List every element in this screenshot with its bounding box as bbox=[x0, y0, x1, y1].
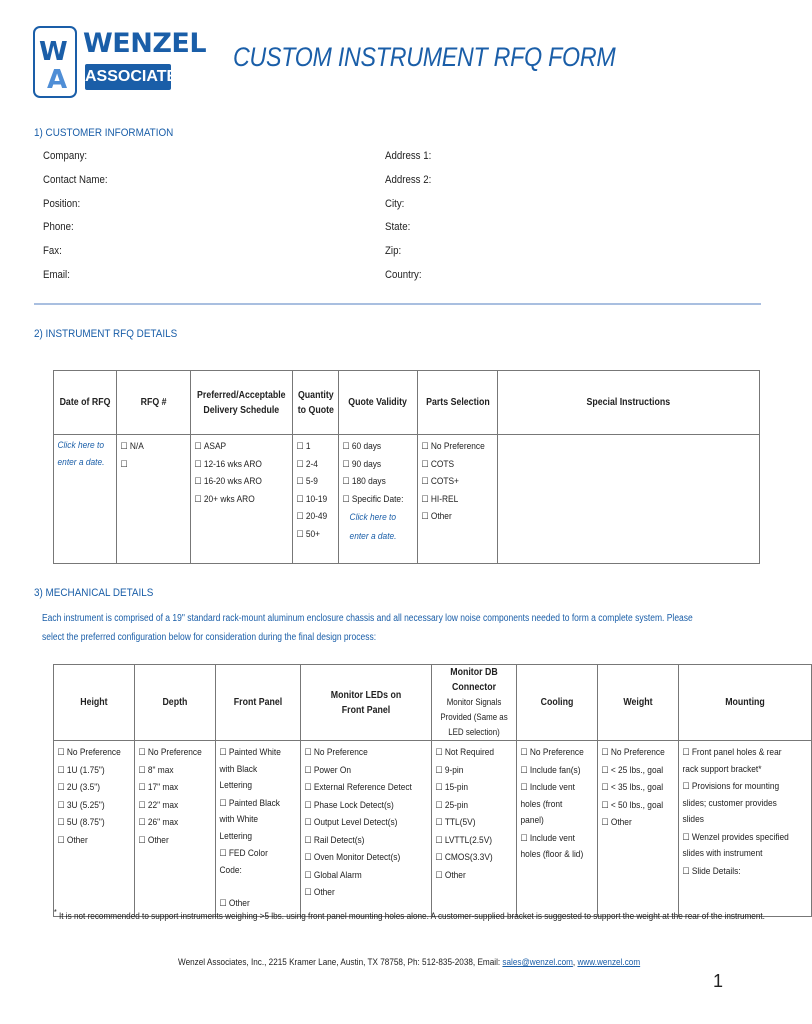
monitor-leds-cell bbox=[300, 741, 431, 917]
col-header-quantity: Quantity to Quote bbox=[292, 371, 339, 435]
page-title: CUSTOM INSTRUMENT RFQ FORM bbox=[233, 42, 616, 72]
customer-field-right-1[interactable]: Address 2: bbox=[385, 174, 432, 186]
col-header-parts: Parts Selection bbox=[417, 371, 498, 435]
height-cell bbox=[54, 741, 135, 917]
customer-field-left-1[interactable]: Contact Name: bbox=[43, 174, 108, 186]
mounting-checkbox[interactable]: ☐ Front panel holes & rear rack support bracket* bbox=[682, 744, 791, 778]
validity-date-picker-field[interactable]: Click here to enter a date. bbox=[349, 512, 397, 542]
special-instructions-field[interactable] bbox=[498, 435, 760, 564]
mounting-checkbox[interactable]: ☐ Provisions for mounting slides; customer provides slides bbox=[682, 778, 791, 829]
col-header-monitor-db: Monitor DB Connector Monitor Signals Provided (Same as LED selection) bbox=[431, 665, 516, 741]
footer-email-link[interactable]: sales@wenzel.com bbox=[502, 957, 573, 968]
col-header-rfq-number: RFQ # bbox=[117, 371, 191, 435]
front-panel-checkbox[interactable]: ☐ Painted White with Black Lettering bbox=[219, 744, 286, 795]
monitor-db-checkbox[interactable]: ☐ 15-pin bbox=[435, 779, 502, 797]
parts-checkbox[interactable]: ☐ COTS bbox=[421, 456, 484, 474]
parts-checkbox[interactable]: ☐ HI-REL bbox=[421, 491, 484, 509]
date-picker-field[interactable]: Click here to enter a date. bbox=[57, 440, 105, 468]
depth-checkbox[interactable]: ☐ 26" max bbox=[138, 814, 201, 832]
logo-subword: ASSOCIATES bbox=[85, 64, 171, 90]
monitor-db-checkbox[interactable]: ☐ Other bbox=[435, 867, 502, 885]
monitor-db-checkbox[interactable]: ☐ CMOS(3.3V) bbox=[435, 849, 502, 867]
parts-checkbox[interactable]: ☐ COTS+ bbox=[421, 473, 484, 491]
cooling-checkbox[interactable]: ☐ No Preference bbox=[520, 744, 583, 762]
monitor-led-checkbox[interactable]: ☐ Phase Lock Detect(s) bbox=[304, 797, 411, 815]
col-header-monitor-leds: Monitor LEDs on Front Panel bbox=[300, 665, 431, 741]
depth-checkbox[interactable]: ☐ No Preference bbox=[138, 744, 201, 762]
footnote-marker: * bbox=[54, 908, 57, 917]
date-cell bbox=[54, 435, 117, 564]
monitor-db-checkbox[interactable]: ☐ LVTTL(2.5V) bbox=[435, 832, 502, 850]
customer-field-left-3[interactable]: Phone: bbox=[43, 221, 74, 233]
monitor-led-checkbox[interactable]: ☐ Global Alarm bbox=[304, 867, 411, 885]
col-header-cooling: Cooling bbox=[516, 665, 597, 741]
height-checkbox[interactable]: ☐ No Preference bbox=[58, 744, 121, 762]
weight-checkbox[interactable]: ☐ < 35 lbs., goal bbox=[601, 779, 664, 797]
height-checkbox[interactable]: ☐ 2U (3.5") bbox=[58, 779, 121, 797]
monitor-led-checkbox[interactable]: ☐ Oven Monitor Detect(s) bbox=[304, 849, 411, 867]
customer-field-left-0[interactable]: Company: bbox=[43, 150, 88, 162]
mounting-cell bbox=[678, 741, 811, 917]
logo-wordmark: WENZEL bbox=[83, 28, 207, 59]
monitor-led-checkbox[interactable]: ☐ Rail Detect(s) bbox=[304, 832, 411, 850]
delivery-checkbox[interactable]: ☐ 12-16 wks ARO bbox=[195, 456, 276, 474]
col-header-front-panel: Front Panel bbox=[215, 665, 300, 741]
customer-field-left-5[interactable]: Email: bbox=[43, 269, 70, 281]
cooling-checkbox[interactable]: ☐ Include fan(s) bbox=[520, 762, 583, 780]
parts-cell bbox=[417, 435, 498, 564]
section-customer-info-heading: 1) CUSTOMER INFORMATION bbox=[34, 127, 174, 139]
delivery-cell bbox=[191, 435, 293, 564]
customer-field-right-0[interactable]: Address 1: bbox=[385, 150, 432, 162]
cooling-checkbox[interactable]: ☐ Include vent holes (floor & lid) bbox=[520, 830, 583, 864]
col-header-delivery: Preferred/Acceptable Delivery Schedule bbox=[191, 371, 293, 435]
monitor-db-cell bbox=[431, 741, 516, 917]
weight-checkbox[interactable]: ☐ < 25 lbs., goal bbox=[601, 762, 664, 780]
front-panel-checkbox[interactable]: ☐ FED Color Code: bbox=[219, 845, 286, 879]
footer-separator: , bbox=[572, 957, 576, 968]
section-rfq-details-heading: 2) INSTRUMENT RFQ DETAILS bbox=[34, 328, 178, 340]
validity-checkbox[interactable]: ☐ Specific Date: bbox=[343, 491, 404, 509]
parts-checkbox[interactable]: ☐ Other bbox=[421, 508, 484, 526]
weight-checkbox[interactable]: ☐ No Preference bbox=[601, 744, 664, 762]
height-checkbox[interactable]: ☐ 1U (1.75") bbox=[58, 762, 121, 780]
svg-text:A: A bbox=[47, 65, 68, 95]
rfq-checkbox[interactable]: ☐ N/A bbox=[121, 438, 178, 456]
weight-checkbox[interactable]: ☐ Other bbox=[601, 814, 664, 832]
section-divider bbox=[34, 303, 761, 305]
monitor-led-checkbox[interactable]: ☐ External Reference Detect bbox=[304, 779, 411, 797]
depth-cell bbox=[134, 741, 215, 917]
customer-field-right-5[interactable]: Country: bbox=[385, 269, 422, 281]
col-header-depth: Depth bbox=[134, 665, 215, 741]
col-header-special-instructions: Special Instructions bbox=[498, 371, 760, 435]
rfq-details-table bbox=[53, 370, 760, 564]
page-number: 1 bbox=[713, 971, 724, 991]
monitor-db-checkbox[interactable]: ☐ 9-pin bbox=[435, 762, 502, 780]
monitor-led-checkbox[interactable]: ☐ Power On bbox=[304, 762, 411, 780]
mechanical-details-table bbox=[53, 664, 812, 917]
parts-checkbox[interactable]: ☐ No Preference bbox=[421, 438, 484, 456]
front-panel-checkbox[interactable]: ☐ Other bbox=[219, 895, 286, 913]
customer-field-right-4[interactable]: Zip: bbox=[385, 245, 402, 257]
mounting-checkbox[interactable]: ☐ Slide Details: bbox=[682, 863, 791, 881]
weight-cell bbox=[597, 741, 678, 917]
footer-website-link[interactable]: www.wenzel.com bbox=[577, 957, 641, 968]
front-panel-cell bbox=[215, 741, 300, 917]
section-mechanical-heading: 3) MECHANICAL DETAILS bbox=[34, 587, 154, 599]
validity-checkbox[interactable]: ☐ 180 days bbox=[343, 473, 404, 491]
quantity-checkbox[interactable]: ☐ 20-49 bbox=[296, 508, 329, 526]
customer-field-left-2[interactable]: Position: bbox=[43, 198, 81, 210]
col-header-mounting: Mounting bbox=[678, 665, 811, 741]
quantity-checkbox[interactable]: ☐ 50+ bbox=[296, 526, 329, 544]
delivery-checkbox[interactable]: ☐ ASAP bbox=[195, 438, 276, 456]
wa-logo-icon bbox=[33, 26, 77, 98]
validity-checkbox[interactable]: ☐ 90 days bbox=[343, 456, 404, 474]
col-header-date: Date of RFQ bbox=[54, 371, 117, 435]
customer-field-right-3[interactable]: State: bbox=[385, 221, 411, 233]
svg-text:W: W bbox=[39, 37, 68, 67]
front-panel-checkbox[interactable]: ☐ Painted Black with White Lettering bbox=[219, 795, 286, 846]
delivery-checkbox[interactable]: ☐ 20+ wks ARO bbox=[195, 491, 276, 509]
depth-checkbox[interactable]: ☐ 17" max bbox=[138, 779, 201, 797]
validity-checkbox[interactable]: ☐ 60 days bbox=[343, 438, 404, 456]
height-checkbox[interactable]: ☐ 3U (5.25") bbox=[58, 797, 121, 815]
customer-field-left-4[interactable]: Fax: bbox=[43, 245, 62, 257]
page-footer bbox=[178, 957, 640, 968]
footnote bbox=[54, 908, 765, 922]
monitor-db-checkbox[interactable]: ☐ Not Required bbox=[435, 744, 502, 762]
col-header-height: Height bbox=[54, 665, 135, 741]
monitor-led-checkbox[interactable]: ☐ No Preference bbox=[304, 744, 411, 762]
monitor-db-checkbox[interactable]: ☐ TTL(5V) bbox=[435, 814, 502, 832]
mounting-checkbox[interactable]: ☐ Wenzel provides specified slides with instrument bbox=[682, 829, 791, 863]
monitor-db-subheader: Monitor Signals Provided (Same as LED selection) bbox=[440, 697, 508, 737]
validity-cell bbox=[339, 435, 417, 564]
monitor-led-checkbox[interactable]: ☐ Output Level Detect(s) bbox=[304, 814, 411, 832]
cooling-cell bbox=[516, 741, 597, 917]
company-logo bbox=[33, 24, 207, 100]
monitor-db-checkbox[interactable]: ☐ 25-pin bbox=[435, 797, 502, 815]
height-checkbox[interactable]: ☐ 5U (8.75") bbox=[58, 814, 121, 832]
quantity-checkbox[interactable]: ☐ 10-19 bbox=[296, 491, 329, 509]
weight-checkbox[interactable]: ☐ < 50 lbs., goal bbox=[601, 797, 664, 815]
footer-address: Wenzel Associates, Inc., 2215 Kramer Lane, Austin, TX 78758, Ph: 512-835-2038, Email: bbox=[178, 957, 501, 968]
cooling-checkbox[interactable]: ☐ Include vent holes (front panel) bbox=[520, 779, 583, 830]
quantity-checkbox[interactable]: ☐ 5-9 bbox=[296, 473, 329, 491]
rfq-checkbox[interactable] bbox=[121, 456, 178, 474]
rfq-number-cell bbox=[117, 435, 191, 564]
height-checkbox[interactable]: ☐ Other bbox=[58, 832, 121, 850]
depth-checkbox[interactable]: ☐ 8" max bbox=[138, 762, 201, 780]
monitor-led-checkbox[interactable]: ☐ Other bbox=[304, 884, 411, 902]
footnote-text: It is not recommended to support instruments weighing >5 lbs. using front panel mounting holes alone. A customer-supplied bracket is suggested to support the weight at the rear of the instrument. bbox=[58, 911, 765, 923]
col-header-weight: Weight bbox=[597, 665, 678, 741]
quantity-checkbox[interactable]: ☐ 2-4 bbox=[296, 456, 329, 474]
quantity-checkbox[interactable]: ☐ 1 bbox=[296, 438, 329, 456]
delivery-checkbox[interactable]: ☐ 16-20 wks ARO bbox=[195, 473, 276, 491]
col-header-validity: Quote Validity bbox=[339, 371, 417, 435]
quantity-cell bbox=[292, 435, 339, 564]
depth-checkbox[interactable]: ☐ Other bbox=[138, 832, 201, 850]
mechanical-intro-text: Each instrument is comprised of a 19" standard rack-mount aluminum enclosure chassis and all necessary low noise components needed to form a complete system. Please select the preferred configuration below for consideration during the final design process: bbox=[42, 613, 693, 643]
customer-field-right-2[interactable]: City: bbox=[385, 198, 405, 210]
depth-checkbox[interactable]: ☐ 22" max bbox=[138, 797, 201, 815]
